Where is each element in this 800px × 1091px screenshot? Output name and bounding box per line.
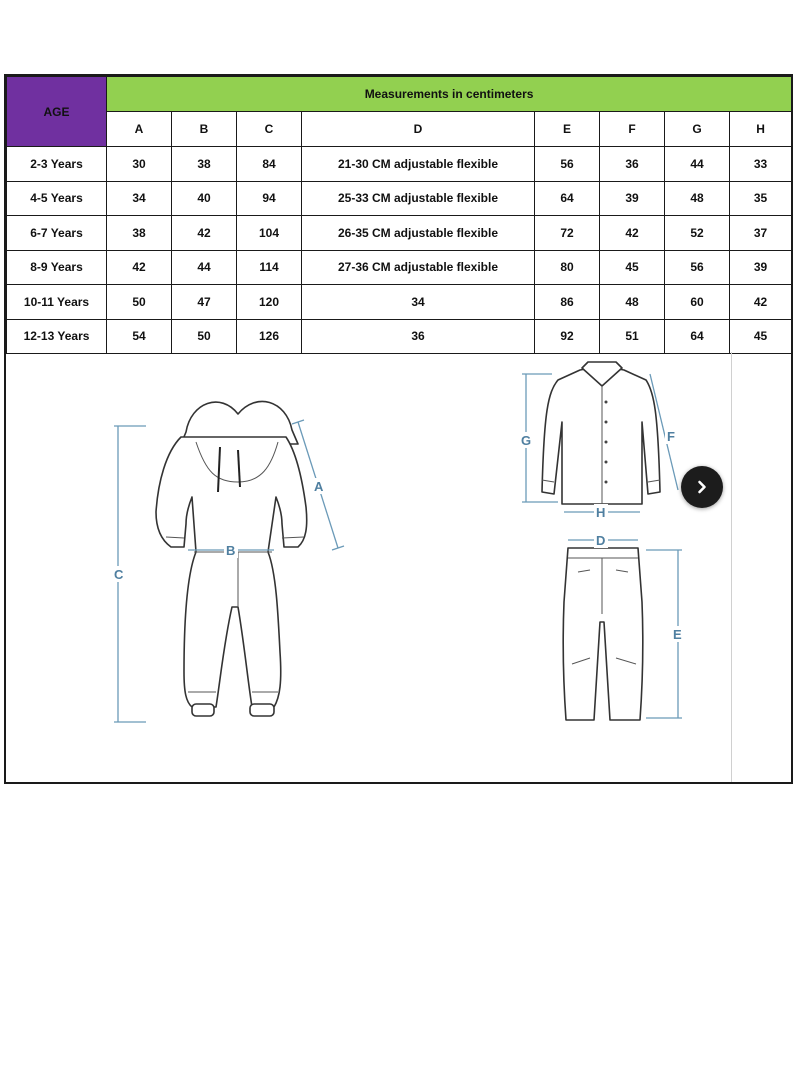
dim-label-b: B bbox=[226, 543, 236, 558]
measure-cell-a: 42 bbox=[107, 250, 172, 285]
measure-cell-a: 38 bbox=[107, 216, 172, 251]
measure-cell-e: 64 bbox=[535, 181, 600, 216]
measure-cell-b: 38 bbox=[172, 147, 237, 182]
table-row bbox=[7, 250, 792, 285]
jumpsuit-illustration bbox=[156, 401, 307, 716]
table-row bbox=[7, 285, 792, 320]
measure-cell-b: 40 bbox=[172, 181, 237, 216]
measure-cell-h: 39 bbox=[730, 250, 792, 285]
measure-cell-e: 56 bbox=[535, 147, 600, 182]
measure-cell-g: 56 bbox=[665, 250, 730, 285]
measure-cell-e: 72 bbox=[535, 216, 600, 251]
size-table bbox=[6, 76, 792, 354]
measure-cell-d: 21-30 CM adjustable flexible bbox=[302, 147, 535, 182]
column-header-e: E bbox=[535, 112, 600, 147]
measure-cell-e: 80 bbox=[535, 250, 600, 285]
measure-cell-d: 25-33 CM adjustable flexible bbox=[302, 181, 535, 216]
measure-cell-a: 34 bbox=[107, 181, 172, 216]
dim-label-e: E bbox=[673, 627, 682, 642]
measure-cell-f: 36 bbox=[600, 147, 665, 182]
measure-cell-g: 60 bbox=[665, 285, 730, 320]
table-row bbox=[7, 147, 792, 182]
measure-cell-d: 34 bbox=[302, 285, 535, 320]
dim-label-c: C bbox=[114, 567, 124, 582]
measure-cell-d: 26-35 CM adjustable flexible bbox=[302, 216, 535, 251]
column-header-d: D bbox=[302, 112, 535, 147]
measure-cell-g: 44 bbox=[665, 147, 730, 182]
measure-cell-c: 94 bbox=[237, 181, 302, 216]
measure-cell-h: 35 bbox=[730, 181, 792, 216]
size-chart-sheet bbox=[4, 74, 793, 784]
measure-cell-f: 39 bbox=[600, 181, 665, 216]
measurement-diagram bbox=[6, 352, 791, 782]
measure-cell-b: 42 bbox=[172, 216, 237, 251]
measure-cell-c: 120 bbox=[237, 285, 302, 320]
measure-cell-c: 126 bbox=[237, 319, 302, 354]
measure-cell-b: 47 bbox=[172, 285, 237, 320]
measure-cell-c: 104 bbox=[237, 216, 302, 251]
dim-label-f: F bbox=[667, 429, 675, 444]
dim-label-d: D bbox=[596, 533, 606, 548]
column-header-f: F bbox=[600, 112, 665, 147]
age-cell: 6-7 Years bbox=[7, 216, 107, 251]
dimension-d bbox=[568, 532, 638, 548]
dimension-h bbox=[564, 504, 640, 520]
next-image-button[interactable] bbox=[681, 466, 723, 508]
table-row bbox=[7, 319, 792, 354]
measurements-header: Measurements in centimeters bbox=[107, 77, 792, 112]
measure-cell-d: 27-36 CM adjustable flexible bbox=[302, 250, 535, 285]
dimension-c bbox=[112, 426, 146, 722]
trousers-illustration bbox=[563, 548, 643, 720]
column-header-g: G bbox=[665, 112, 730, 147]
column-header-a: A bbox=[107, 112, 172, 147]
age-cell: 8-9 Years bbox=[7, 250, 107, 285]
measure-cell-f: 42 bbox=[600, 216, 665, 251]
table-row bbox=[7, 216, 792, 251]
measure-cell-g: 48 bbox=[665, 181, 730, 216]
measure-cell-f: 48 bbox=[600, 285, 665, 320]
dim-label-h: H bbox=[596, 505, 606, 520]
column-header-h: H bbox=[730, 112, 792, 147]
column-header-c: C bbox=[237, 112, 302, 147]
measure-cell-f: 51 bbox=[600, 319, 665, 354]
shirt-illustration bbox=[542, 362, 660, 504]
measure-cell-a: 54 bbox=[107, 319, 172, 354]
measure-cell-h: 45 bbox=[730, 319, 792, 354]
age-cell: 10-11 Years bbox=[7, 285, 107, 320]
measure-cell-c: 84 bbox=[237, 147, 302, 182]
column-header-b: B bbox=[172, 112, 237, 147]
measure-cell-h: 33 bbox=[730, 147, 792, 182]
table-row bbox=[7, 181, 792, 216]
garment-illustrations bbox=[6, 352, 791, 782]
age-cell: 12-13 Years bbox=[7, 319, 107, 354]
measure-cell-c: 114 bbox=[237, 250, 302, 285]
measure-cell-g: 52 bbox=[665, 216, 730, 251]
measure-cell-d: 36 bbox=[302, 319, 535, 354]
age-header: AGE bbox=[7, 77, 107, 147]
dim-label-a: A bbox=[314, 479, 324, 494]
age-cell: 2-3 Years bbox=[7, 147, 107, 182]
measure-cell-h: 37 bbox=[730, 216, 792, 251]
measure-cell-a: 30 bbox=[107, 147, 172, 182]
measure-cell-b: 44 bbox=[172, 250, 237, 285]
chevron-right-icon bbox=[694, 479, 710, 495]
measure-cell-f: 45 bbox=[600, 250, 665, 285]
age-cell: 4-5 Years bbox=[7, 181, 107, 216]
measure-cell-e: 86 bbox=[535, 285, 600, 320]
dimension-e bbox=[646, 550, 685, 718]
measure-cell-g: 64 bbox=[665, 319, 730, 354]
measure-cell-e: 92 bbox=[535, 319, 600, 354]
measure-cell-a: 50 bbox=[107, 285, 172, 320]
dim-label-g: G bbox=[521, 433, 532, 448]
measure-cell-h: 42 bbox=[730, 285, 792, 320]
measure-cell-b: 50 bbox=[172, 319, 237, 354]
